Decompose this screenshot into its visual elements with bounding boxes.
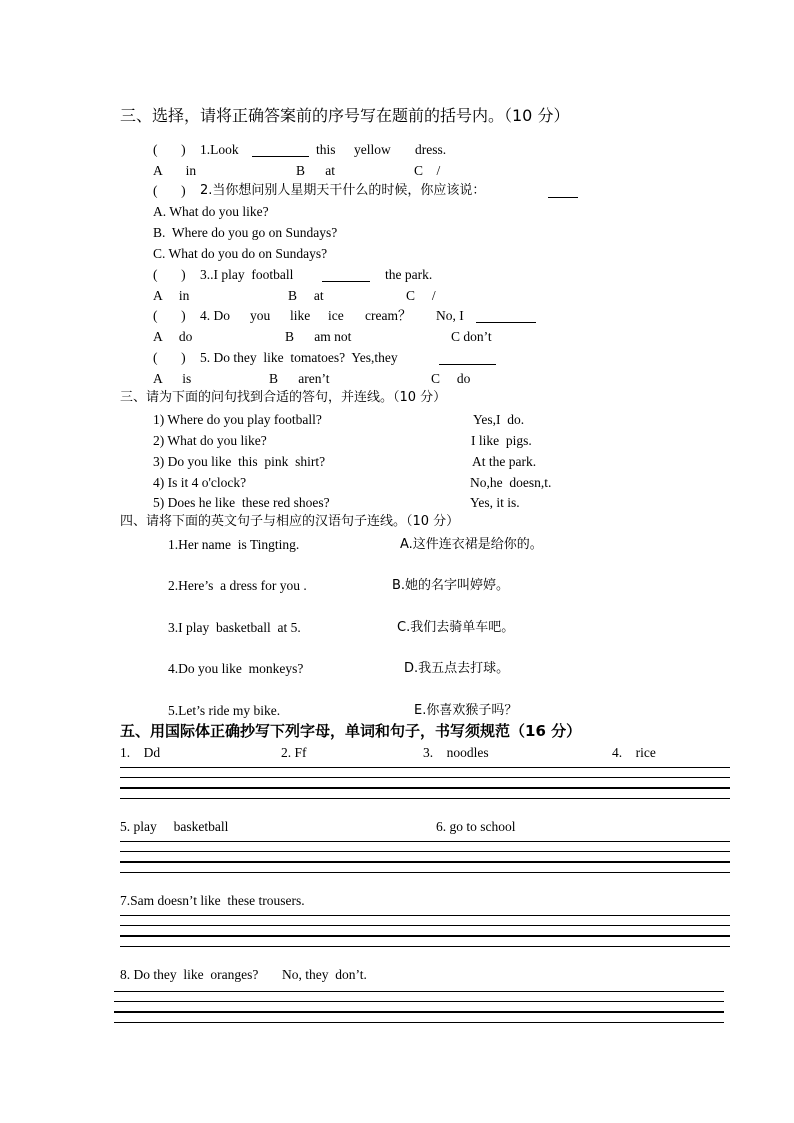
english-sentence: 2.Here’s a dress for you . xyxy=(168,578,307,593)
question-item: 5) Does he like these red shoes? xyxy=(153,495,330,510)
option-c: C / xyxy=(406,288,436,303)
question-text: 2.当你想问别人星期天干什么的时候，你应该说： xyxy=(200,183,486,198)
answer-bracket: ( ) xyxy=(153,142,186,157)
blank-line xyxy=(548,197,578,198)
copy-item: 5. play basketball xyxy=(120,819,229,834)
question-item: 2) What do you like? xyxy=(153,433,267,448)
blank-line xyxy=(476,322,536,323)
option-b: B. Where do you go on Sundays? xyxy=(153,225,338,240)
writing-line xyxy=(120,787,730,789)
option-a: A in xyxy=(153,163,197,178)
answer-item: At the park. xyxy=(472,454,537,469)
writing-line xyxy=(120,798,730,799)
question-text: 1.Look xyxy=(200,142,239,157)
copy-item: 3. noodles xyxy=(423,745,489,760)
question-item: 1) Where do you play football? xyxy=(153,412,322,427)
writing-line xyxy=(120,925,730,926)
section-heading-match-answers: 三、请为下面的问句找到合适的答句，并连线。（10 分） xyxy=(120,390,447,405)
english-sentence: 4.Do you like monkeys? xyxy=(168,661,304,676)
copy-item: 7.Sam doesn’t like these trousers. xyxy=(120,893,305,908)
answer-item: No,he doesn,t. xyxy=(470,475,552,490)
english-sentence: 5.Let’s ride my bike. xyxy=(168,703,281,718)
blank-line xyxy=(252,156,309,157)
question-text: like xyxy=(290,308,311,323)
answer-item: Yes, it is. xyxy=(470,495,520,510)
writing-line xyxy=(120,946,730,947)
answer-bracket: ( ) xyxy=(153,308,186,323)
question-text: this xyxy=(316,142,336,157)
option-c: C do xyxy=(431,371,471,386)
copy-item: 6. go to school xyxy=(436,819,516,834)
answer-bracket: ( ) xyxy=(153,350,186,365)
question-text: yellow xyxy=(354,142,391,157)
option-c: C don’t xyxy=(451,329,492,344)
english-sentence: 3.I play basketball at 5. xyxy=(168,620,301,635)
writing-line xyxy=(120,861,730,863)
writing-line xyxy=(114,1011,724,1013)
question-text: No, I xyxy=(436,308,464,323)
question-item: 3) Do you like this pink shirt? xyxy=(153,454,326,469)
question-item: 4) Is it 4 o'clock? xyxy=(153,475,247,490)
writing-line xyxy=(120,915,730,916)
copy-item: 4. rice xyxy=(612,745,656,760)
option-c: C / xyxy=(414,163,441,178)
option-b: B at xyxy=(296,163,335,178)
chinese-sentence: B.她的名字叫婷婷。 xyxy=(392,578,510,593)
section-heading-copy-writing: 五、用国际体正确抄写下列字母，单词和句子，书写须规范（16 分） xyxy=(120,722,582,740)
question-text: ice xyxy=(328,308,344,323)
chinese-sentence: C.我们去骑单车吧。 xyxy=(397,620,515,635)
question-text: the park. xyxy=(385,267,433,282)
question-text: 3..I play football xyxy=(200,267,294,282)
option-b: B am not xyxy=(285,329,352,344)
question-text: 5. Do they like tomatoes? Yes,they xyxy=(200,350,398,365)
writing-line xyxy=(114,991,724,992)
answer-bracket: ( ) xyxy=(153,183,186,198)
writing-line xyxy=(120,872,730,873)
option-b: B at xyxy=(288,288,324,303)
writing-line xyxy=(120,767,730,768)
blank-line xyxy=(439,364,496,365)
chinese-sentence: A.这件连衣裙是给你的。 xyxy=(400,537,543,552)
writing-line xyxy=(114,1001,724,1002)
answer-item: Yes,I do. xyxy=(473,412,525,427)
chinese-sentence: E.你喜欢猴子吗？ xyxy=(414,703,518,718)
question-text: 4. Do xyxy=(200,308,230,323)
blank-line xyxy=(322,281,370,282)
option-a: A in xyxy=(153,288,190,303)
writing-line xyxy=(120,841,730,842)
copy-item: 2. Ff xyxy=(281,745,307,760)
question-text: cream？ xyxy=(365,308,412,323)
english-sentence: 1.Her name is Tingting. xyxy=(168,537,300,552)
copy-item: 8. Do they like oranges? No, they don’t. xyxy=(120,967,367,982)
option-a: A. What do you like? xyxy=(153,204,269,219)
writing-line xyxy=(120,777,730,778)
writing-line xyxy=(120,935,730,937)
option-a: A do xyxy=(153,329,193,344)
answer-item: I like pigs. xyxy=(471,433,532,448)
question-text: dress. xyxy=(415,142,447,157)
writing-line xyxy=(114,1022,724,1023)
option-a: A is xyxy=(153,371,192,386)
question-text: you xyxy=(250,308,271,323)
section-heading-choice: 三、选择，请将正确答案前的序号写在题前的括号内。（10 分） xyxy=(120,106,570,125)
option-b: B aren’t xyxy=(269,371,330,386)
section-heading-match-translation: 四、请将下面的英文句子与相应的汉语句子连线。（10 分） xyxy=(120,514,460,529)
chinese-sentence: D.我五点去打球。 xyxy=(404,661,510,676)
writing-line xyxy=(120,851,730,852)
answer-bracket: ( ) xyxy=(153,267,186,282)
option-c: C. What do you do on Sundays? xyxy=(153,246,328,261)
copy-item: 1. Dd xyxy=(120,745,161,760)
